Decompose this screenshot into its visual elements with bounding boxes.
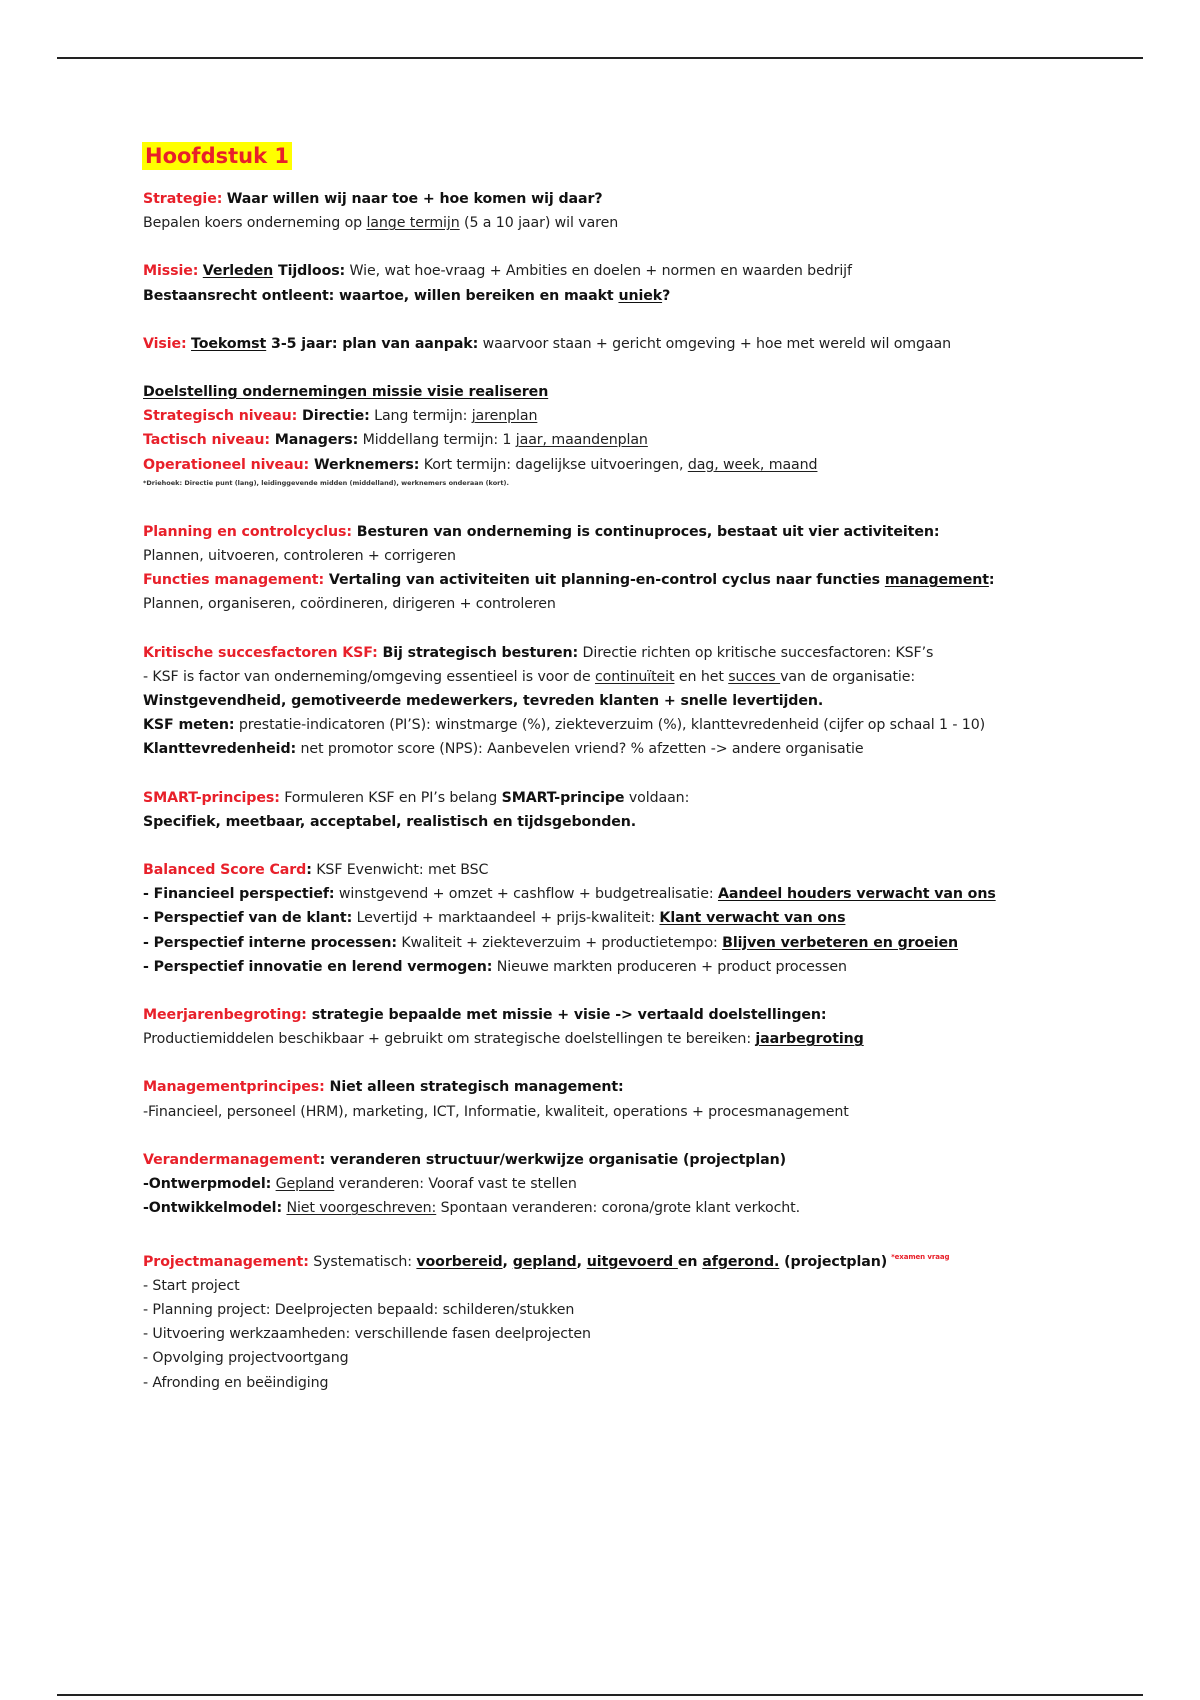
bsc-line: Balanced Score Card: KSF Evenwicht: met BSC <box>143 862 489 879</box>
doelstelling-heading: Doelstelling ondernemingen missie visie realiseren <box>143 384 549 401</box>
klanttevredenheid-line: Klanttevredenheid: net promotor score (NPS): Aanbevelen vriend? % afzetten -> andere organisatie <box>143 741 864 758</box>
meerjarenbegroting-desc: Productiemiddelen beschikbaar + gebruikt om strategische doelstellingen te bereiken: jaarbegroting <box>143 1031 864 1048</box>
project-step: - Uitvoering werkzaamheden: verschillende fasen deelprojecten <box>143 1326 591 1343</box>
driehoek-note: *Driehoek: Directie punt (lang), leidinggevende midden (middelland), werknemers onderaan (kort). <box>143 478 509 487</box>
ksf-examples: Winstgevendheid, gemotiveerde medewerkers, tevreden klanten + snelle levertijden. <box>143 693 824 710</box>
tactisch-niveau-line: Tactisch niveau: Managers: Middellang termijn: 1 jaar, maandenplan <box>143 432 648 449</box>
project-step: - Start project <box>143 1277 240 1294</box>
project-step: - Planning project: Deelprojecten bepaald: schilderen/stukken <box>143 1301 575 1318</box>
ksf-line: Kritische succesfactoren KSF: Bij strategisch besturen: Directie richten op kritische succesfactoren: KSF’s <box>143 644 934 661</box>
strategie-desc: Bepalen koers onderneming op lange termijn (5 a 10 jaar) wil varen <box>143 215 619 232</box>
smart-line: SMART-principes: Formuleren KSF en PI’s belang SMART-principe voldaan: <box>143 789 690 806</box>
missie-desc: Bestaansrecht ontleent: waartoe, willen bereiken en maakt uniek? <box>143 287 671 304</box>
missie-line: Missie: Verleden Tijdloos: Wie, wat hoe-vraag + Ambities en doelen + normen en waarden bedrijf <box>143 263 852 280</box>
bsc-klant: - Perspectief van de klant: Levertijd + marktaandeel + prijs-kwaliteit: Klant verwacht van ons <box>143 910 846 927</box>
header-rule <box>57 57 1143 59</box>
planning-desc: Plannen, uitvoeren, controleren + corrigeren <box>143 548 456 565</box>
project-step: - Opvolging projectvoortgang <box>143 1350 349 1367</box>
functies-desc: Plannen, organiseren, coördineren, dirigeren + controleren <box>143 596 556 613</box>
strategisch-niveau-line: Strategisch niveau: Directie: Lang termijn: jarenplan <box>143 408 538 425</box>
visie-line: Visie: Toekomst 3-5 jaar: plan van aanpak: waarvoor staan + gericht omgeving + hoe met wereld wil omgaan <box>143 335 951 352</box>
managementprincipes-desc: -Financieel, personeel (HRM), marketing, ICT, Informatie, kwaliteit, operations + procesmanagement <box>143 1103 849 1120</box>
functies-management-line: Functies management: Vertaling van activiteiten uit planning-en-control cyclus naar functies management: <box>143 572 995 589</box>
ontwerpmodel-line: -Ontwerpmodel: Gepland veranderen: Vooraf vast te stellen <box>143 1176 577 1193</box>
chapter-heading: Hoofdstuk 1 <box>142 142 292 170</box>
bsc-interne-processen: - Perspectief interne processen: Kwaliteit + ziekteverzuim + productietempo: Blijven verbeteren en groeien <box>143 934 959 951</box>
meerjarenbegroting-line: Meerjarenbegroting: strategie bepaalde met missie + visie -> vertaald doelstellingen: <box>143 1007 827 1024</box>
operationeel-niveau-line: Operationeel niveau: Werknemers: Kort termijn: dagelijkse uitvoeringen, dag, week, maand <box>143 456 818 473</box>
project-step: - Afronding en beëindiging <box>143 1374 329 1391</box>
smart-desc: Specifiek, meetbaar, acceptabel, realistisch en tijdsgebonden. <box>143 813 637 830</box>
bsc-financieel: - Financieel perspectief: winstgevend + omzet + cashflow + budgetrealisatie: Aandeel houders verwacht van ons <box>143 886 996 903</box>
managementprincipes-line: Managementprincipes: Niet alleen strategisch management: <box>143 1079 624 1096</box>
document-body <box>143 142 1073 1395</box>
examen-vraag-note: *examen vraag <box>891 1252 950 1261</box>
planning-line: Planning en controlcyclus: Besturen van onderneming is continuproces, bestaat uit vier activiteiten: <box>143 523 940 540</box>
ksf-desc: - KSF is factor van onderneming/omgeving essentieel is voor de continuïteit en het succes van de organisatie: <box>143 668 916 685</box>
bsc-innovatie: - Perspectief innovatie en lerend vermogen: Nieuwe markten produceren + product processen <box>143 958 847 975</box>
projectmanagement-line: Projectmanagement: Systematisch: voorbereid, gepland, uitgevoerd en afgerond. (projectplan) $^{*examen vraag}$ <box>143 1252 950 1270</box>
verandermanagement-line: Verandermanagement: veranderen structuur/werkwijze organisatie (projectplan) <box>143 1151 786 1168</box>
footer-rule <box>57 1694 1143 1696</box>
ontwikkelmodel-line: -Ontwikkelmodel: Niet voorgeschreven: Spontaan veranderen: corona/grote klant verkocht. <box>143 1200 801 1217</box>
ksf-meten-line: KSF meten: prestatie-indicatoren (PI’S): winstmarge (%), ziekteverzuim (%), klanttevredenheid (cijfer op schaal 1 - 10) <box>143 717 986 734</box>
strategie-line: Strategie: Waar willen wij naar toe + hoe komen wij daar? <box>143 191 603 207</box>
